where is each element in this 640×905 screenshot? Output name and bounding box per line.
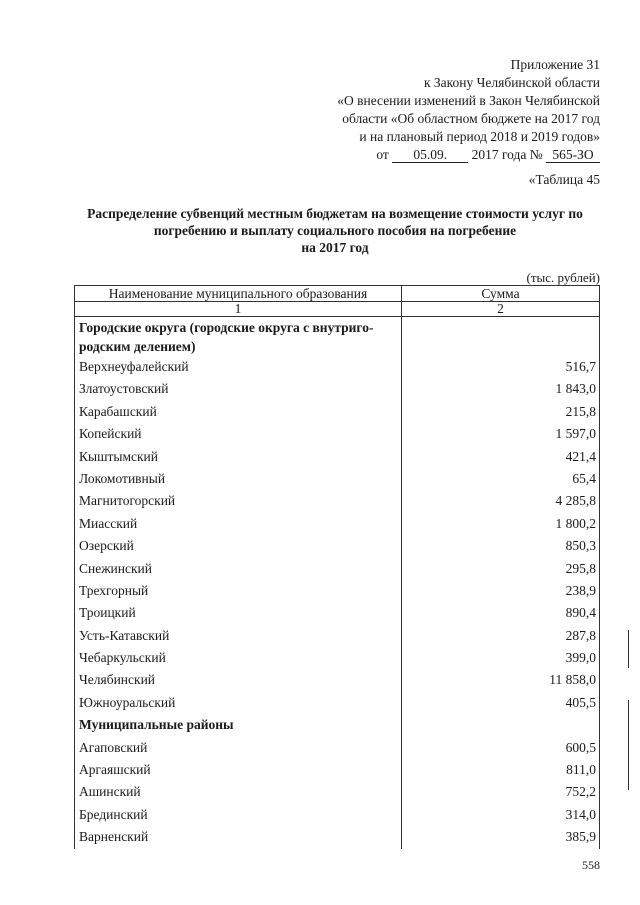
- amount: 314,0: [402, 804, 600, 826]
- municipality-name: Южноуральский: [75, 692, 402, 714]
- amount: 1 800,2: [402, 513, 600, 535]
- amount: 1 597,0: [402, 423, 600, 445]
- municipality-name: Копейский: [75, 423, 402, 445]
- appendix-line-3: области «Об областном бюджете на 2017 год: [342, 111, 600, 126]
- table-row: [75, 804, 600, 826]
- section-title: Городские округа (городские округа с внутриго-родским делением): [75, 317, 402, 357]
- table-row: [75, 423, 600, 445]
- amount: 399,0: [402, 647, 600, 669]
- municipality-name: Брединский: [75, 804, 402, 826]
- amount: 1 843,0: [402, 378, 600, 400]
- municipality-name: Локомотивный: [75, 468, 402, 490]
- amount: 238,9: [402, 580, 600, 602]
- amount: 4 285,8: [402, 490, 600, 512]
- municipality-name: Чебаркульский: [75, 647, 402, 669]
- column-header-name: Наименование муниципального образования: [75, 286, 402, 302]
- law-number: 565-ЗО: [546, 148, 600, 163]
- appendix-line-1: к Закону Челябинской области: [423, 75, 600, 90]
- title-line-3: на 2017 год: [301, 240, 369, 255]
- amount: 295,8: [402, 558, 600, 580]
- amount: 850,3: [402, 535, 600, 557]
- municipality-name: Усть-Катавский: [75, 625, 402, 647]
- amount: 65,4: [402, 468, 600, 490]
- amount: 405,5: [402, 692, 600, 714]
- from-label: от: [376, 147, 389, 162]
- column-number-1: 1: [75, 302, 402, 317]
- table-row: [75, 826, 600, 848]
- table-row: [75, 356, 600, 378]
- amount: 385,9: [402, 826, 600, 848]
- appendix-header: [337, 56, 600, 164]
- table-row: [75, 692, 600, 714]
- amount: 752,2: [402, 781, 600, 803]
- amount: 516,7: [402, 356, 600, 378]
- municipality-name: Верхнеуфалейский: [75, 356, 402, 378]
- table-row: [75, 401, 600, 423]
- municipality-name: Магнитогорский: [75, 490, 402, 512]
- table-row: [75, 513, 600, 535]
- amount: 890,4: [402, 602, 600, 624]
- column-number-2: 2: [402, 302, 600, 317]
- municipality-name: Снежинский: [75, 558, 402, 580]
- municipality-name: Трехгорный: [75, 580, 402, 602]
- section-header-city-districts: [75, 317, 600, 357]
- municipality-name: Варненский: [75, 826, 402, 848]
- municipality-name: Агаповский: [75, 737, 402, 759]
- law-date: 05.09.: [392, 148, 468, 163]
- table-row: [75, 759, 600, 781]
- amount: 215,8: [402, 401, 600, 423]
- table-row: [75, 446, 600, 468]
- amount: 287,8: [402, 625, 600, 647]
- table-row: [75, 490, 600, 512]
- table-row: [75, 602, 600, 624]
- appendix-date-line: [337, 146, 600, 164]
- municipality-name: Челябинский: [75, 669, 402, 691]
- subvention-table: [74, 285, 600, 849]
- section-title: Муниципальные районы: [75, 714, 402, 736]
- page-number: 558: [582, 858, 600, 872]
- table-row: [75, 580, 600, 602]
- municipality-name: Ашинский: [75, 781, 402, 803]
- table-row: [75, 669, 600, 691]
- section-header-municipal-districts: [75, 714, 600, 736]
- amount: 421,4: [402, 446, 600, 468]
- amount: 600,5: [402, 737, 600, 759]
- scan-margin-line: [628, 630, 629, 668]
- appendix-title: Приложение 31: [510, 57, 600, 72]
- appendix-line-2: «О внесении изменений в Закон Челябинской: [337, 93, 600, 108]
- municipality-name: Троицкий: [75, 602, 402, 624]
- scan-margin-line: [628, 700, 629, 790]
- table-row: [75, 468, 600, 490]
- amount: 811,0: [402, 759, 600, 781]
- table-row: [75, 647, 600, 669]
- table-label: «Таблица 45: [528, 172, 600, 187]
- municipality-name: Кыштымский: [75, 446, 402, 468]
- municipality-name: Карабашский: [75, 401, 402, 423]
- appendix-line-4: и на плановый период 2018 и 2019 годов»: [359, 129, 600, 144]
- table-row: [75, 378, 600, 400]
- document-title: [70, 205, 600, 256]
- amount: 11 858,0: [402, 669, 600, 691]
- title-line-2: погребению и выплату социального пособия на погребение: [153, 223, 517, 238]
- table-row: [75, 625, 600, 647]
- municipality-name: Златоустовский: [75, 378, 402, 400]
- municipality-name: Аргаяшский: [75, 759, 402, 781]
- table-row: [75, 558, 600, 580]
- table-row: [75, 781, 600, 803]
- table-row: [75, 737, 600, 759]
- units-label: (тыс. рублей): [526, 270, 600, 285]
- municipality-name: Миасский: [75, 513, 402, 535]
- column-header-sum: Сумма: [402, 286, 600, 302]
- year-text: 2017 года №: [471, 147, 543, 162]
- table-row: [75, 535, 600, 557]
- municipality-name: Озерский: [75, 535, 402, 557]
- title-line-1: Распределение субвенций местным бюджетам на возмещение стоимости услуг по: [87, 206, 583, 221]
